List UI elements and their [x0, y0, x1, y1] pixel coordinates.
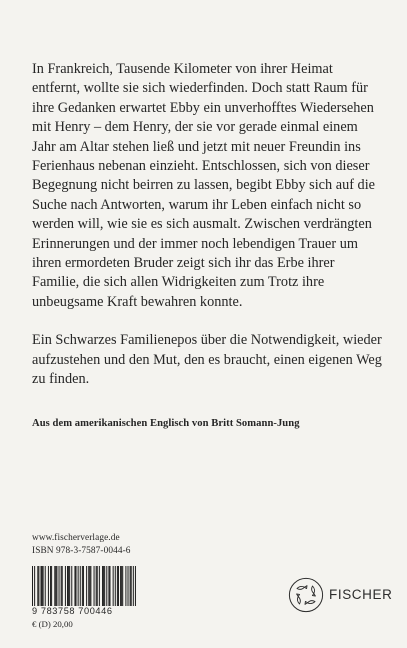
barcode-bars	[32, 566, 136, 610]
publisher-name: FISCHER	[329, 587, 393, 602]
blurb-paragraph-2: Ein Schwarzes Familienepos über die Notwendigkeit, wieder aufzustehen und den Mut, den es braucht, einen eigenen Weg zu finden.	[32, 332, 382, 388]
price: € (D) 20,00	[32, 619, 73, 629]
publisher-logo	[288, 573, 393, 617]
fischer-four-fish-circle-icon	[288, 577, 324, 613]
blurb-paragraph-1: In Frankreich, Tausende Kilometer von ihrer Heimat entfernt, wollte sie sich wiederfinden. Doch statt Raum für ihre Gedanken erwartet Ebby ein unverhofftes Wiedersehen mit Henry – dem Henry, der sie vor gerade einmal einem Jahr am Altar stehen ließ und jetzt mit neuer Freundin ins Ferienhaus nebenan einzieht. Entschlossen, sich von dieser Begegnung nicht beirren zu lassen, begibt Ebby sich auf die Suche nach Antworten, warum ihr Leben einfach nicht so werden will, wie sie es sich ausmalt. Zwischen verdrängten Erinnerungen und der immer noch lebendigen Trauer um ihren ermordeten Bruder zeigt sich ihr das Erbe ihrer Familie, die sich allen Widrigkeiten zum Trotz ihre unbeugsame Kraft bewahren konnte.	[32, 61, 376, 310]
barcode-digits: 9 783758 700446	[32, 606, 136, 616]
back-cover-blurb	[32, 60, 384, 390]
translator-credit: Aus dem amerikanischen Englisch von Britt Somann-Jung	[32, 418, 300, 429]
isbn-number: ISBN 978-3-7587-0044-6	[32, 546, 131, 556]
publisher-website: www.fischerverlage.de	[32, 533, 120, 543]
barcode	[32, 566, 136, 616]
imprint-block	[32, 532, 131, 558]
